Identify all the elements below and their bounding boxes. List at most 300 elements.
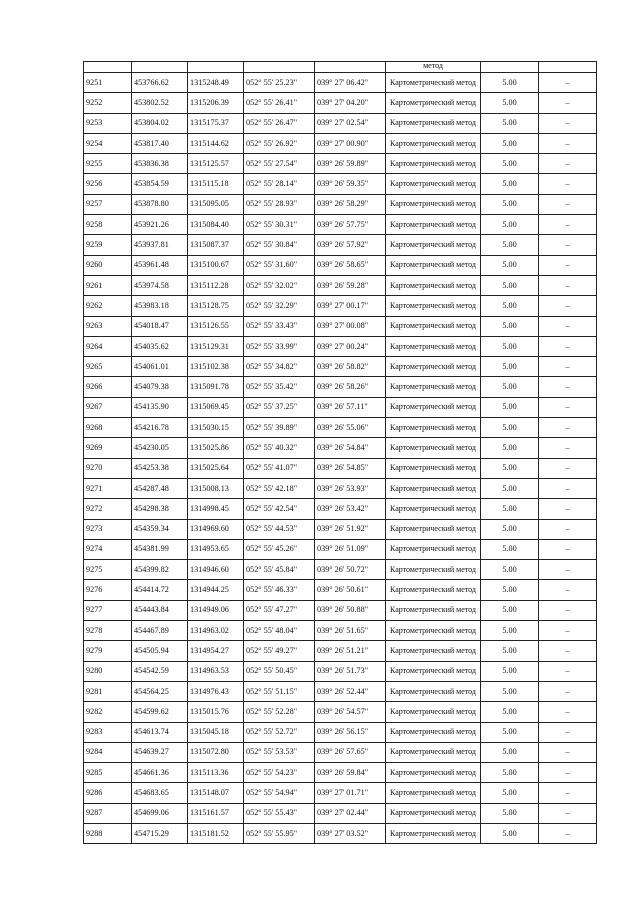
cell-method: Картометрический метод (386, 458, 481, 478)
cell-extra: – (539, 600, 597, 620)
cell-accuracy: 5.00 (481, 194, 539, 214)
cell-y-coordinate: 1314976.43 (188, 681, 244, 701)
cell-latitude: 052° 55' 26.92" (244, 133, 315, 153)
cell-latitude: 052° 55' 40.32" (244, 438, 315, 458)
cell-longitude: 039° 27' 01.71" (315, 783, 386, 803)
cell-longitude: 039° 26' 58.65" (315, 255, 386, 275)
cell-method: Картометрический метод (386, 742, 481, 762)
cell-accuracy: 5.00 (481, 357, 539, 377)
cell-latitude: 052° 55' 42.54" (244, 499, 315, 519)
cell-y-coordinate: 1314949.06 (188, 600, 244, 620)
cell-longitude: 039° 27' 00.90" (315, 133, 386, 153)
cell-extra: – (539, 722, 597, 742)
table-row (84, 823, 597, 843)
cell-extra: – (539, 377, 597, 397)
cell-accuracy: 5.00 (481, 763, 539, 783)
cell-accuracy: 5.00 (481, 397, 539, 417)
cell-x-coordinate: 454683.65 (132, 783, 188, 803)
cell-method: Картометрический метод (386, 133, 481, 153)
table-row (84, 661, 597, 681)
cell-method: Картометрический метод (386, 255, 481, 275)
cell-method: Картометрический метод (386, 235, 481, 255)
table-row (84, 783, 597, 803)
cell-point-number: 9255 (84, 154, 132, 174)
table-row (84, 377, 597, 397)
cell-extra: – (539, 641, 597, 661)
table-row (84, 357, 597, 377)
cell-point-number: 9278 (84, 621, 132, 641)
cell-y-coordinate: 1315148.07 (188, 783, 244, 803)
cell-point-number: 9275 (84, 560, 132, 580)
table-row (84, 296, 597, 316)
cell-extra: – (539, 235, 597, 255)
cell-extra: – (539, 275, 597, 295)
cell-extra: – (539, 438, 597, 458)
cell-accuracy: 5.00 (481, 702, 539, 722)
table-row (84, 174, 597, 194)
cell-latitude: 052° 55' 37.25" (244, 397, 315, 417)
cell-extra: – (539, 763, 597, 783)
cell-accuracy: 5.00 (481, 580, 539, 600)
cell-method: Картометрический метод (386, 194, 481, 214)
cell-extra: – (539, 478, 597, 498)
cell-latitude: 052° 55' 54.23" (244, 763, 315, 783)
cell-longitude: 039° 26' 59.89" (315, 154, 386, 174)
table-row (84, 73, 597, 93)
cell-latitude: 052° 55' 26.41" (244, 93, 315, 113)
cell-extra: – (539, 73, 597, 93)
cell-point-number: 9280 (84, 661, 132, 681)
cell-extra: – (539, 803, 597, 823)
cell-point-number: 9269 (84, 438, 132, 458)
cell-accuracy: 5.00 (481, 73, 539, 93)
cell-method: Картометрический метод (386, 397, 481, 417)
cell-x-coordinate: 453766.62 (132, 73, 188, 93)
cell-latitude: 052° 55' 53.53" (244, 742, 315, 762)
cell-x-coordinate: 453937.81 (132, 235, 188, 255)
cell-extra: – (539, 661, 597, 681)
cell-accuracy: 5.00 (481, 458, 539, 478)
table-row (84, 93, 597, 113)
cell-latitude: 052° 55' 33.99" (244, 336, 315, 356)
table-row (84, 215, 597, 235)
cell-method: Картометрический метод (386, 763, 481, 783)
cell-x-coordinate: 454505.94 (132, 641, 188, 661)
cell-x-coordinate: 454216.78 (132, 418, 188, 438)
cell-method: Картометрический метод (386, 275, 481, 295)
cell-y-coordinate: 1315125.57 (188, 154, 244, 174)
cell-x-coordinate: 453817.40 (132, 133, 188, 153)
cell-accuracy: 5.00 (481, 823, 539, 843)
cell-lat (244, 62, 315, 73)
cell-x-coordinate: 454542.59 (132, 661, 188, 681)
cell-method: Картометрический метод (386, 215, 481, 235)
cell-latitude: 052° 55' 45.84" (244, 560, 315, 580)
cell-y-coordinate: 1315128.75 (188, 296, 244, 316)
table-row (84, 499, 597, 519)
cell-x-coordinate: 454230.05 (132, 438, 188, 458)
cell-point-number: 9287 (84, 803, 132, 823)
cell-extra: – (539, 174, 597, 194)
cell-longitude: 039° 27' 00.08" (315, 316, 386, 336)
cell-latitude: 052° 55' 26.47" (244, 113, 315, 133)
cell-method: Картометрический метод (386, 73, 481, 93)
cell-latitude: 052° 55' 49.27" (244, 641, 315, 661)
cell-longitude: 039° 26' 51.73" (315, 661, 386, 681)
cell-x-coordinate: 454699.06 (132, 803, 188, 823)
cell-x-coordinate: 453836.38 (132, 154, 188, 174)
cell-extra: – (539, 93, 597, 113)
cell-y-coordinate: 1314954.27 (188, 641, 244, 661)
cell-x-coordinate: 454035.62 (132, 336, 188, 356)
cell-point-number: 9262 (84, 296, 132, 316)
cell-longitude: 039° 27' 02.44" (315, 803, 386, 823)
cell-method: Картометрический метод (386, 154, 481, 174)
cell-x-coordinate: 453983.18 (132, 296, 188, 316)
cell-x-coordinate: 454564.25 (132, 681, 188, 701)
cell-latitude: 052° 55' 52.72" (244, 722, 315, 742)
cell-point-number: 9256 (84, 174, 132, 194)
table-row (84, 803, 597, 823)
cell-accuracy: 5.00 (481, 377, 539, 397)
cell-point-number: 9261 (84, 275, 132, 295)
cell-y-coordinate: 1315126.55 (188, 316, 244, 336)
cell-latitude: 052° 55' 32.29" (244, 296, 315, 316)
cell-longitude: 039° 26' 57.11" (315, 397, 386, 417)
cell-x (132, 62, 188, 73)
cell-x-coordinate: 454443.84 (132, 600, 188, 620)
cell-latitude: 052° 55' 35.42" (244, 377, 315, 397)
cell-extra: – (539, 580, 597, 600)
cell-method: Картометрический метод (386, 600, 481, 620)
cell-method: Картометрический метод (386, 174, 481, 194)
cell-longitude: 039° 26' 54.57" (315, 702, 386, 722)
cell-longitude: 039° 26' 53.42" (315, 499, 386, 519)
cell-method: Картометрический метод (386, 621, 481, 641)
cell-method: Картометрический метод (386, 641, 481, 661)
cell-y-coordinate: 1315091.78 (188, 377, 244, 397)
cell-point-number: 9288 (84, 823, 132, 843)
cell-method: Картометрический метод (386, 702, 481, 722)
cell-lon (315, 62, 386, 73)
cell-x-coordinate: 453802.52 (132, 93, 188, 113)
cell-longitude: 039° 26' 51.21" (315, 641, 386, 661)
cell-x-coordinate: 453921.26 (132, 215, 188, 235)
cell-y-coordinate: 1315095.05 (188, 194, 244, 214)
table-row (84, 316, 597, 336)
cell-latitude: 052° 55' 34.82" (244, 357, 315, 377)
cell-y-coordinate: 1314963.53 (188, 661, 244, 681)
cell-extra: – (539, 702, 597, 722)
cell-method: Картометрический метод (386, 438, 481, 458)
table-row (84, 194, 597, 214)
cell-x-coordinate: 454414.72 (132, 580, 188, 600)
cell-accuracy: 5.00 (481, 418, 539, 438)
cell-longitude: 039° 26' 57.75" (315, 215, 386, 235)
table-row (84, 397, 597, 417)
table-row (84, 722, 597, 742)
cell-longitude: 039° 26' 58.82" (315, 357, 386, 377)
cell-latitude: 052° 55' 47.27" (244, 600, 315, 620)
table-row (84, 702, 597, 722)
cell-x-coordinate: 453854.59 (132, 174, 188, 194)
cell-extra: – (539, 397, 597, 417)
table-row (84, 438, 597, 458)
cell-accuracy: 5.00 (481, 133, 539, 153)
cell-accuracy: 5.00 (481, 154, 539, 174)
cell-y-coordinate: 1314944.25 (188, 580, 244, 600)
cell-extra: – (539, 621, 597, 641)
cell-point-number: 9274 (84, 539, 132, 559)
cell-x-coordinate: 453878.80 (132, 194, 188, 214)
cell-latitude: 052° 55' 30.84" (244, 235, 315, 255)
cell-extra: – (539, 357, 597, 377)
cell-y-coordinate: 1315025.64 (188, 458, 244, 478)
cell-y-coordinate: 1315112.28 (188, 275, 244, 295)
cell-longitude: 039° 27' 02.54" (315, 113, 386, 133)
cell-x-coordinate: 454715.29 (132, 823, 188, 843)
cell-method: Картометрический метод (386, 336, 481, 356)
cell-extra: – (539, 133, 597, 153)
cell-method: Картометрический метод (386, 418, 481, 438)
cell-latitude: 052° 55' 42.18" (244, 478, 315, 498)
cell-x-coordinate: 454135.90 (132, 397, 188, 417)
cell-latitude: 052° 55' 54.94" (244, 783, 315, 803)
cell-method: Картометрический метод (386, 357, 481, 377)
cell-x-coordinate: 453974.58 (132, 275, 188, 295)
cell-y-coordinate: 1315248.49 (188, 73, 244, 93)
cell-y-coordinate: 1315129.31 (188, 336, 244, 356)
cell-y-coordinate: 1315084.40 (188, 215, 244, 235)
cell-accuracy: 5.00 (481, 336, 539, 356)
cell-point-number: 9266 (84, 377, 132, 397)
cell-point-number: 9264 (84, 336, 132, 356)
table-row (84, 560, 597, 580)
cell-longitude: 039° 26' 50.88" (315, 600, 386, 620)
cell-longitude: 039° 26' 57.65" (315, 742, 386, 762)
cell-extra: – (539, 681, 597, 701)
cell-x-coordinate: 454467.89 (132, 621, 188, 641)
cell-num (84, 62, 132, 73)
table-row (84, 113, 597, 133)
cell-extra: – (539, 560, 597, 580)
cell-method: Картометрический метод (386, 803, 481, 823)
cell-point-number: 9273 (84, 519, 132, 539)
cell-x-coordinate: 454661.36 (132, 763, 188, 783)
table-row (84, 418, 597, 438)
cell-x-coordinate: 453961.48 (132, 255, 188, 275)
coordinates-table (83, 61, 597, 844)
cell-extra: – (539, 539, 597, 559)
cell-accuracy (481, 62, 539, 73)
cell-method: Картометрический метод (386, 681, 481, 701)
cell-accuracy: 5.00 (481, 600, 539, 620)
cell-y-coordinate: 1314946.60 (188, 560, 244, 580)
cell-method: Картометрический метод (386, 783, 481, 803)
cell-longitude: 039° 26' 59.84" (315, 763, 386, 783)
cell-latitude: 052° 55' 28.14" (244, 174, 315, 194)
cell-latitude: 052° 55' 31.60" (244, 255, 315, 275)
cell-y-coordinate: 1315087.37 (188, 235, 244, 255)
cell-point-number: 9252 (84, 93, 132, 113)
cell-point-number: 9251 (84, 73, 132, 93)
cell-accuracy: 5.00 (481, 275, 539, 295)
cell-accuracy: 5.00 (481, 803, 539, 823)
cell-y-coordinate: 1315008.13 (188, 478, 244, 498)
cell-method: Картометрический метод (386, 560, 481, 580)
cell-extra (539, 62, 597, 73)
cell-latitude: 052° 55' 30.31" (244, 215, 315, 235)
cell-latitude: 052° 55' 25.23" (244, 73, 315, 93)
cell-x-coordinate: 454079.38 (132, 377, 188, 397)
cell-latitude: 052° 55' 45.26" (244, 539, 315, 559)
cell-longitude: 039° 26' 51.65" (315, 621, 386, 641)
cell-longitude: 039° 26' 58.26" (315, 377, 386, 397)
cell-y-coordinate: 1315015.76 (188, 702, 244, 722)
cell-point-number: 9282 (84, 702, 132, 722)
cell-extra: – (539, 499, 597, 519)
cell-point-number: 9257 (84, 194, 132, 214)
cell-x-coordinate: 454018.47 (132, 316, 188, 336)
cell-extra: – (539, 742, 597, 762)
cell-x-coordinate: 454298.38 (132, 499, 188, 519)
cell-accuracy: 5.00 (481, 621, 539, 641)
cell-method: Картометрический метод (386, 539, 481, 559)
cell-x-coordinate: 454359.34 (132, 519, 188, 539)
cell-x-coordinate: 454287.48 (132, 478, 188, 498)
cell-longitude: 039° 26' 55.06" (315, 418, 386, 438)
cell-method: метод (386, 62, 481, 73)
cell-method: Картометрический метод (386, 93, 481, 113)
cell-accuracy: 5.00 (481, 438, 539, 458)
cell-y-coordinate: 1315069.45 (188, 397, 244, 417)
cell-accuracy: 5.00 (481, 174, 539, 194)
cell-longitude: 039° 27' 00.24" (315, 336, 386, 356)
cell-point-number: 9276 (84, 580, 132, 600)
table-row (84, 742, 597, 762)
cell-point-number: 9263 (84, 316, 132, 336)
cell-x-coordinate: 454381.99 (132, 539, 188, 559)
cell-y-coordinate: 1315025.86 (188, 438, 244, 458)
cell-extra: – (539, 519, 597, 539)
cell-method: Картометрический метод (386, 316, 481, 336)
cell-x-coordinate: 454639.27 (132, 742, 188, 762)
cell-latitude: 052° 55' 50.45" (244, 661, 315, 681)
cell-x-coordinate: 454061.01 (132, 357, 188, 377)
cell-longitude: 039° 26' 50.61" (315, 580, 386, 600)
cell-point-number: 9271 (84, 478, 132, 498)
cell-extra: – (539, 783, 597, 803)
table-row (84, 275, 597, 295)
cell-latitude: 052° 55' 27.54" (244, 154, 315, 174)
cell-longitude: 039° 26' 52.44" (315, 681, 386, 701)
cell-method: Картометрический метод (386, 722, 481, 742)
cell-point-number: 9277 (84, 600, 132, 620)
cell-latitude: 052° 55' 55.95" (244, 823, 315, 843)
cell-point-number: 9258 (84, 215, 132, 235)
cell-longitude: 039° 26' 54.85" (315, 458, 386, 478)
cell-method: Картометрический метод (386, 580, 481, 600)
cell-point-number: 9284 (84, 742, 132, 762)
cell-accuracy: 5.00 (481, 499, 539, 519)
cell-accuracy: 5.00 (481, 661, 539, 681)
cell-accuracy: 5.00 (481, 478, 539, 498)
cell-y-coordinate: 1315144.62 (188, 133, 244, 153)
continuation-row (84, 62, 597, 73)
cell-extra: – (539, 823, 597, 843)
cell-latitude: 052° 55' 48.04" (244, 621, 315, 641)
table-row (84, 641, 597, 661)
table-row (84, 255, 597, 275)
cell-accuracy: 5.00 (481, 296, 539, 316)
cell-latitude: 052° 55' 28.93" (244, 194, 315, 214)
table-row (84, 580, 597, 600)
cell-extra: – (539, 316, 597, 336)
cell-longitude: 039° 26' 57.92" (315, 235, 386, 255)
cell-extra: – (539, 194, 597, 214)
cell-method: Картометрический метод (386, 296, 481, 316)
cell-point-number: 9281 (84, 681, 132, 701)
cell-point-number: 9279 (84, 641, 132, 661)
table-row (84, 539, 597, 559)
cell-point-number: 9259 (84, 235, 132, 255)
cell-extra: – (539, 418, 597, 438)
cell-point-number: 9285 (84, 763, 132, 783)
cell-y-coordinate: 1315100.67 (188, 255, 244, 275)
cell-latitude: 052° 55' 39.89" (244, 418, 315, 438)
cell-extra: – (539, 215, 597, 235)
cell-longitude: 039° 26' 59.28" (315, 275, 386, 295)
cell-point-number: 9283 (84, 722, 132, 742)
cell-longitude: 039° 26' 51.92" (315, 519, 386, 539)
table-row (84, 154, 597, 174)
cell-accuracy: 5.00 (481, 539, 539, 559)
cell-latitude: 052° 55' 44.53" (244, 519, 315, 539)
cell-longitude: 039° 27' 03.52" (315, 823, 386, 843)
cell-y-coordinate: 1314998.45 (188, 499, 244, 519)
cell-y-coordinate: 1315175.37 (188, 113, 244, 133)
cell-latitude: 052° 55' 33.43" (244, 316, 315, 336)
cell-y-coordinate: 1315030.15 (188, 418, 244, 438)
cell-y-coordinate: 1315181.52 (188, 823, 244, 843)
cell-method: Картометрический метод (386, 661, 481, 681)
cell-accuracy: 5.00 (481, 560, 539, 580)
cell-y-coordinate: 1315102.38 (188, 357, 244, 377)
cell-y-coordinate: 1315072.80 (188, 742, 244, 762)
table-row (84, 478, 597, 498)
cell-method: Картометрический метод (386, 499, 481, 519)
cell-accuracy: 5.00 (481, 742, 539, 762)
cell-latitude: 052° 55' 55.43" (244, 803, 315, 823)
cell-latitude: 052° 55' 32.02" (244, 275, 315, 295)
cell-x-coordinate: 454613.74 (132, 722, 188, 742)
cell-point-number: 9270 (84, 458, 132, 478)
cell-point-number: 9260 (84, 255, 132, 275)
cell-y-coordinate: 1314963.02 (188, 621, 244, 641)
cell-extra: – (539, 154, 597, 174)
cell-y-coordinate: 1315113.36 (188, 763, 244, 783)
cell-latitude: 052° 55' 46.33" (244, 580, 315, 600)
cell-method: Картометрический метод (386, 377, 481, 397)
cell-point-number: 9268 (84, 418, 132, 438)
cell-point-number: 9267 (84, 397, 132, 417)
table-row (84, 600, 597, 620)
cell-accuracy: 5.00 (481, 93, 539, 113)
table-row (84, 133, 597, 153)
cell-extra: – (539, 113, 597, 133)
cell-accuracy: 5.00 (481, 681, 539, 701)
cell-extra: – (539, 458, 597, 478)
